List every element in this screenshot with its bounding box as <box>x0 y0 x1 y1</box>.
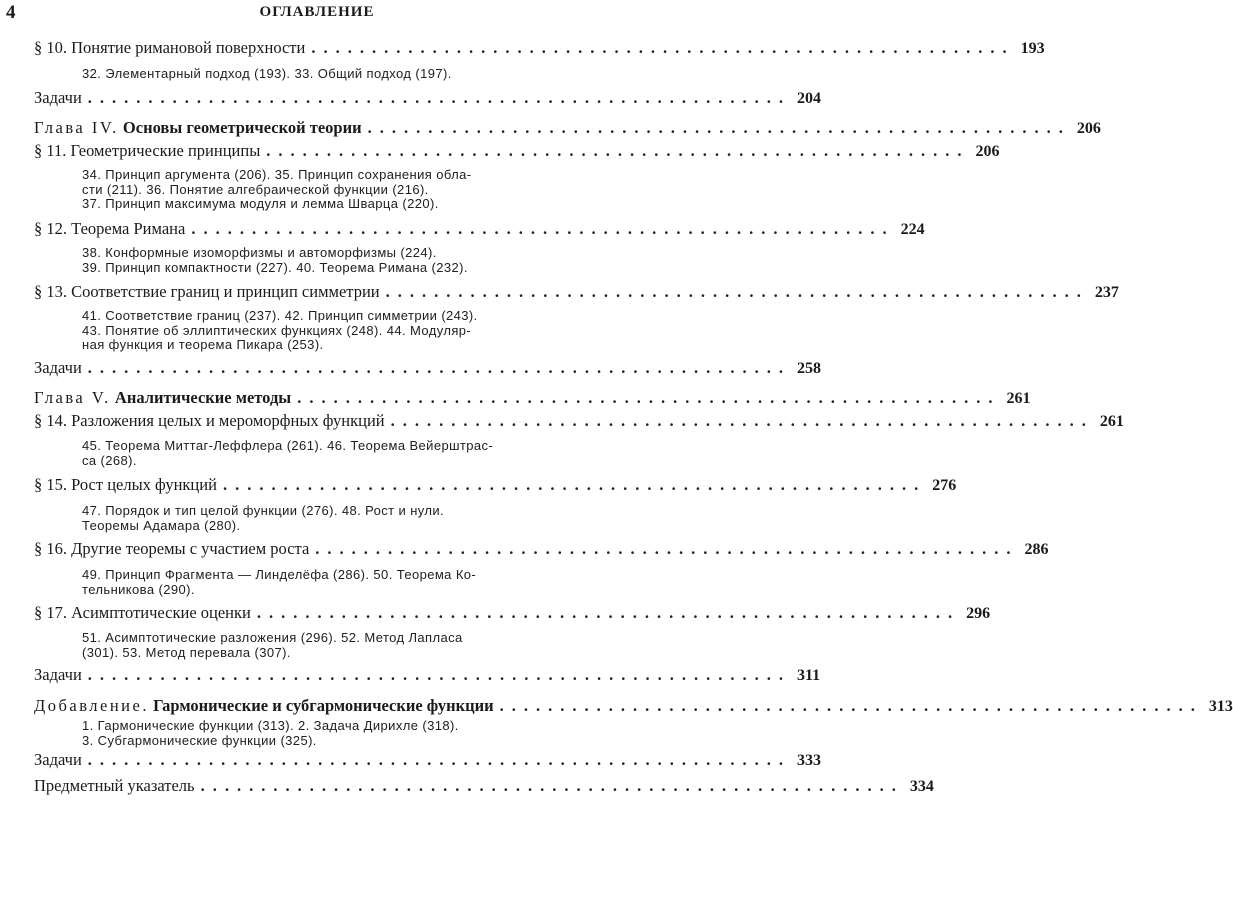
chapter-prefix: Глава IV. <box>34 118 119 137</box>
subentry-line: са (268). <box>82 452 137 468</box>
dot-leader: .......................................................... <box>87 88 792 107</box>
toc-entry-title: § 12. Теорема Римана <box>34 219 186 238</box>
dot-leader: .......................................................... <box>385 282 1089 301</box>
toc-entry-title: § 16. Другие теоремы с участием роста <box>34 539 310 558</box>
toc-entry-page: 193 <box>1020 40 1045 57</box>
toc-subentries <box>82 504 576 533</box>
toc-entry-page: 258 <box>797 360 822 377</box>
toc-entry-page: 276 <box>932 477 957 494</box>
toc-entry-title: Задачи <box>34 750 82 769</box>
dot-leader: .......................................................... <box>200 776 904 795</box>
toc-entry-title: Основы геометрической теории <box>122 118 362 137</box>
toc-entry-page: 286 <box>1024 541 1049 558</box>
toc-entry-title: § 15. Рост целых функций <box>34 475 217 494</box>
toc-subentries <box>82 67 576 82</box>
toc-entry-page: 261 <box>1006 390 1031 407</box>
dot-leader: .......................................................... <box>191 219 895 238</box>
toc-entry-page: 261 <box>1099 413 1124 430</box>
subentry-line: тельникова (290). <box>82 581 195 597</box>
toc-subentries <box>82 246 576 275</box>
toc-entry-title: Предметный указатель <box>34 776 195 795</box>
toc-entry <box>34 475 957 495</box>
dot-leader: .......................................................... <box>87 358 792 377</box>
toc-appendix-entry <box>34 696 1233 716</box>
toc-entry <box>34 411 1124 431</box>
dot-leader: .......................................................... <box>367 118 1071 137</box>
toc-entry-page: 206 <box>1076 120 1101 137</box>
toc-entry <box>34 88 822 108</box>
subentry-line: 43. Понятие об эллиптических функциях (248). 44. Модуляр- <box>82 322 472 338</box>
toc-entry-page: 237 <box>1094 284 1119 301</box>
toc-entry-title: § 10. Понятие римановой поверхности <box>34 38 306 57</box>
toc-entry-title: Задачи <box>34 665 82 684</box>
subentry-line: (301). 53. Метод перевала (307). <box>82 644 291 660</box>
toc-entry <box>34 38 1045 58</box>
toc-subentries <box>82 309 576 353</box>
toc-subentries <box>82 631 576 660</box>
toc-entry-page: 224 <box>900 221 925 238</box>
toc-entry-title: § 13. Соответствие границ и принцип симметрии <box>34 282 380 301</box>
toc-entry-title: Аналитические методы <box>114 388 292 407</box>
subentry-line: 45. Теорема Миттаг-Леффлера (261). 46. Теорема Вейерштрас- <box>82 438 494 453</box>
subentry-line: ная функция и теорема Пикара (253). <box>82 337 324 352</box>
toc-subentries <box>82 719 576 748</box>
chapter-prefix: Глава V. <box>34 388 111 407</box>
toc-entry-title: Задачи <box>34 88 82 107</box>
subentry-line: 3. Субгармонические функции (325). <box>82 732 317 748</box>
subentry-line: 39. Принцип компактности (227). 40. Теорема Римана (232). <box>82 259 468 275</box>
dot-leader: .......................................................... <box>87 665 792 684</box>
dot-leader: .......................................................... <box>311 38 1015 57</box>
running-title: ОГЛАВЛЕНИЕ <box>259 4 375 20</box>
page-number: 4 <box>6 2 16 23</box>
toc-entry-title: § 11. Геометрические принципы <box>34 141 261 160</box>
toc-entry-page: 296 <box>966 605 991 622</box>
toc-entry <box>34 219 925 239</box>
toc-entry <box>34 539 1049 559</box>
toc-entry <box>34 665 821 685</box>
dot-leader: .......................................................... <box>87 750 792 769</box>
appendix-prefix: Добавление. <box>34 696 149 715</box>
dot-leader: .......................................................... <box>222 475 927 494</box>
subentry-line: Теоремы Адамара (280). <box>82 517 241 533</box>
subentry-line: 51. Асимптотические разложения (296). 52. Метод Лапласа <box>82 630 463 645</box>
toc-entry <box>34 282 1119 302</box>
dot-leader: .......................................................... <box>256 603 961 622</box>
dot-leader: .......................................................... <box>297 388 1001 407</box>
toc-subentries <box>82 439 576 468</box>
toc-chapter-entry <box>34 388 1031 408</box>
toc-entry <box>34 776 934 796</box>
toc-entry-page: 311 <box>797 667 821 684</box>
toc-entry <box>34 358 822 378</box>
toc-subentries <box>82 168 576 212</box>
dot-leader: .......................................................... <box>390 411 1094 430</box>
subentry-line: 47. Порядок и тип целой функции (276). 48. Рост и нули. <box>82 503 445 518</box>
toc-entry-page: 206 <box>975 143 1000 160</box>
toc-entry-page: 334 <box>909 778 934 795</box>
dot-leader: .......................................................... <box>315 539 1019 558</box>
subentry-line: 37. Принцип максимума модуля и лемма Шварца (220). <box>82 196 439 211</box>
subentry-line: сти (211). 36. Понятие алгебраической функции (216). <box>82 181 429 197</box>
toc-entry <box>34 141 1000 161</box>
toc-entry-page: 313 <box>1208 698 1233 715</box>
toc-entry-page: 333 <box>797 752 822 769</box>
dot-leader: .......................................................... <box>499 696 1203 715</box>
subentry-line: 38. Конформные изоморфизмы и автоморфизмы (224). <box>82 245 437 260</box>
subentry-line: 34. Принцип аргумента (206). 35. Принцип сохранения обла- <box>82 167 472 182</box>
toc-entry-page: 204 <box>797 90 822 107</box>
toc-entry <box>34 750 822 770</box>
dot-leader: .......................................................... <box>266 141 970 160</box>
subentry-line: 1. Гармонические функции (313). 2. Задача Дирихле (318). <box>82 718 459 733</box>
toc-entry-title: Гармонические и субгармонические функции <box>153 696 494 715</box>
toc-subentries <box>82 568 576 597</box>
toc-entry <box>34 603 991 623</box>
toc-entry-title: § 14. Разложения целых и мероморфных функций <box>34 411 385 430</box>
toc-entry-title: § 17. Асимптотические оценки <box>34 603 251 622</box>
subentry-line: 49. Принцип Фрагмента — Линделёфа (286). 50. Теорема Ко- <box>82 567 477 582</box>
toc-chapter-entry <box>34 118 1101 138</box>
subentry-line: 32. Элементарный подход (193). 33. Общий подход (197). <box>82 66 452 81</box>
toc-entry-title: Задачи <box>34 358 82 377</box>
subentry-line: 41. Соответствие границ (237). 42. Принцип симметрии (243). <box>82 308 478 323</box>
